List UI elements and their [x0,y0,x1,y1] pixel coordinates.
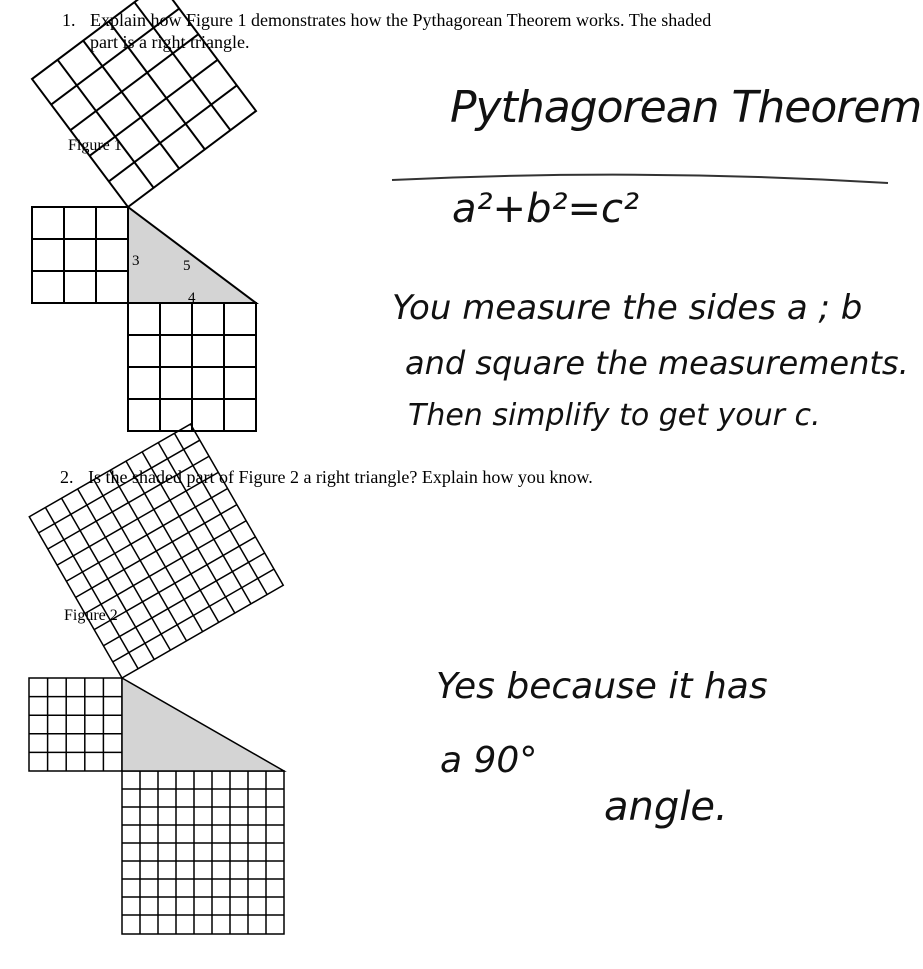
figure-2-shaded-triangle [122,678,284,771]
figure-2-square-a [29,678,122,771]
answer-2-line-3: angle. [604,784,728,830]
answer-2-line-2: a 90° [440,740,538,781]
answer-1-line-1: You measure the sides a ; b [392,288,863,328]
figure-2-square-c [29,424,283,678]
figure-2-label: Figure 2 [64,607,118,624]
question-1-line-2: part is a right triangle. [90,32,250,52]
question-1-number: 1. [62,10,76,30]
answer-1-title: Pythagorean Theorem [450,82,922,133]
figure-1-label: Figure 1 [68,137,122,154]
figure-1-side-a: 3 [132,253,140,269]
answer-1-line-2: and square the measurements. [405,344,909,382]
question-2-text: Is the shaded part of Figure 2 a right triangle? Explain how you know. [88,467,593,487]
answer-1-line-3: Then simplify to get your c. [408,398,821,433]
figure-1-side-c: 5 [183,258,191,274]
figure-2-square-b [122,771,284,934]
answer-2-line-1: Yes because it has [436,666,768,707]
question-2-number: 2. [60,467,74,487]
question-1-line-1: Explain how Figure 1 demonstrates how the Pythagorean Theorem works. The shaded [90,10,712,30]
answer-1-formula: a²+b²=c² [452,186,640,232]
figure-1-side-b: 4 [188,290,196,306]
